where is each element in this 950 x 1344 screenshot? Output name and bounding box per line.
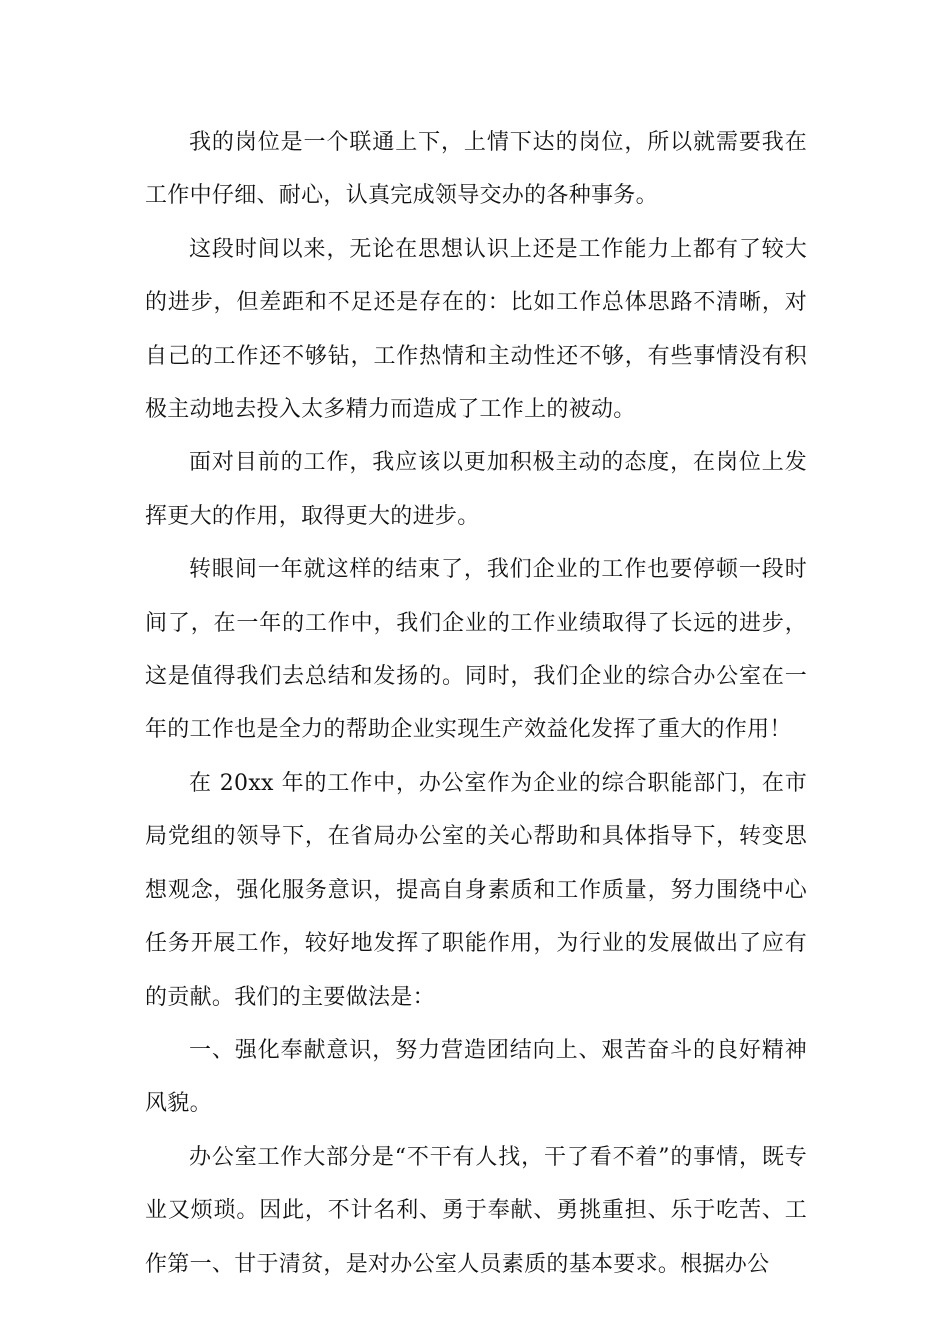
paragraph: 我的岗位是一个联通上下，上情下达的岗位，所以就需要我在工作中仔细、耐心，认真完成领导交办的各种事务。: [145, 130, 807, 209]
paragraph: 办公室工作大部分是“不干有人找，干了看不着”的事情，既专业又烦琐。因此，不计名利、勇于奉献、勇挑重担、乐于吃苦、工作第一、甘于清贫，是对办公室人员素质的基本要求。根据办公: [145, 1144, 807, 1277]
section-heading: 一、强化奉献意识，努力营造团结向上、艰苦奋斗的良好精神风貌。: [145, 1037, 807, 1117]
document-body: [145, 116, 807, 1291]
paragraph: 转眼间一年就这样的结束了，我们企业的工作也要停顿一段时间了，在一年的工作中，我们企业的工作业绩取得了长远的进步，这是值得我们去总结和发扬的。同时，我们企业的综合办公室在一年的工作也是全力的帮助企业实现生产效益化发挥了重大的作用！: [145, 557, 807, 743]
paragraph: 在 20xx 年的工作中，办公室作为企业的综合职能部门，在市局党组的领导下，在省局办公室的关心帮助和具体指导下，转变思想观念，强化服务意识，提高自身素质和工作质量，努力围绕中心任务开展工作，较好地发挥了职能作用，为行业的发展做出了应有的贡献。我们的主要做法是：: [145, 770, 807, 1010]
paragraph: 面对目前的工作，我应该以更加积极主动的态度，在岗位上发挥更大的作用，取得更大的进步。: [145, 450, 807, 529]
paragraph: 这段时间以来，无论在思想认识上还是工作能力上都有了较大的进步，但差距和不足还是存在的：比如工作总体思路不清晰，对自己的工作还不够钻，工作热情和主动性还不够，有些事情没有积极主动地去投入太多精力而造成了工作上的被动。: [145, 236, 807, 423]
